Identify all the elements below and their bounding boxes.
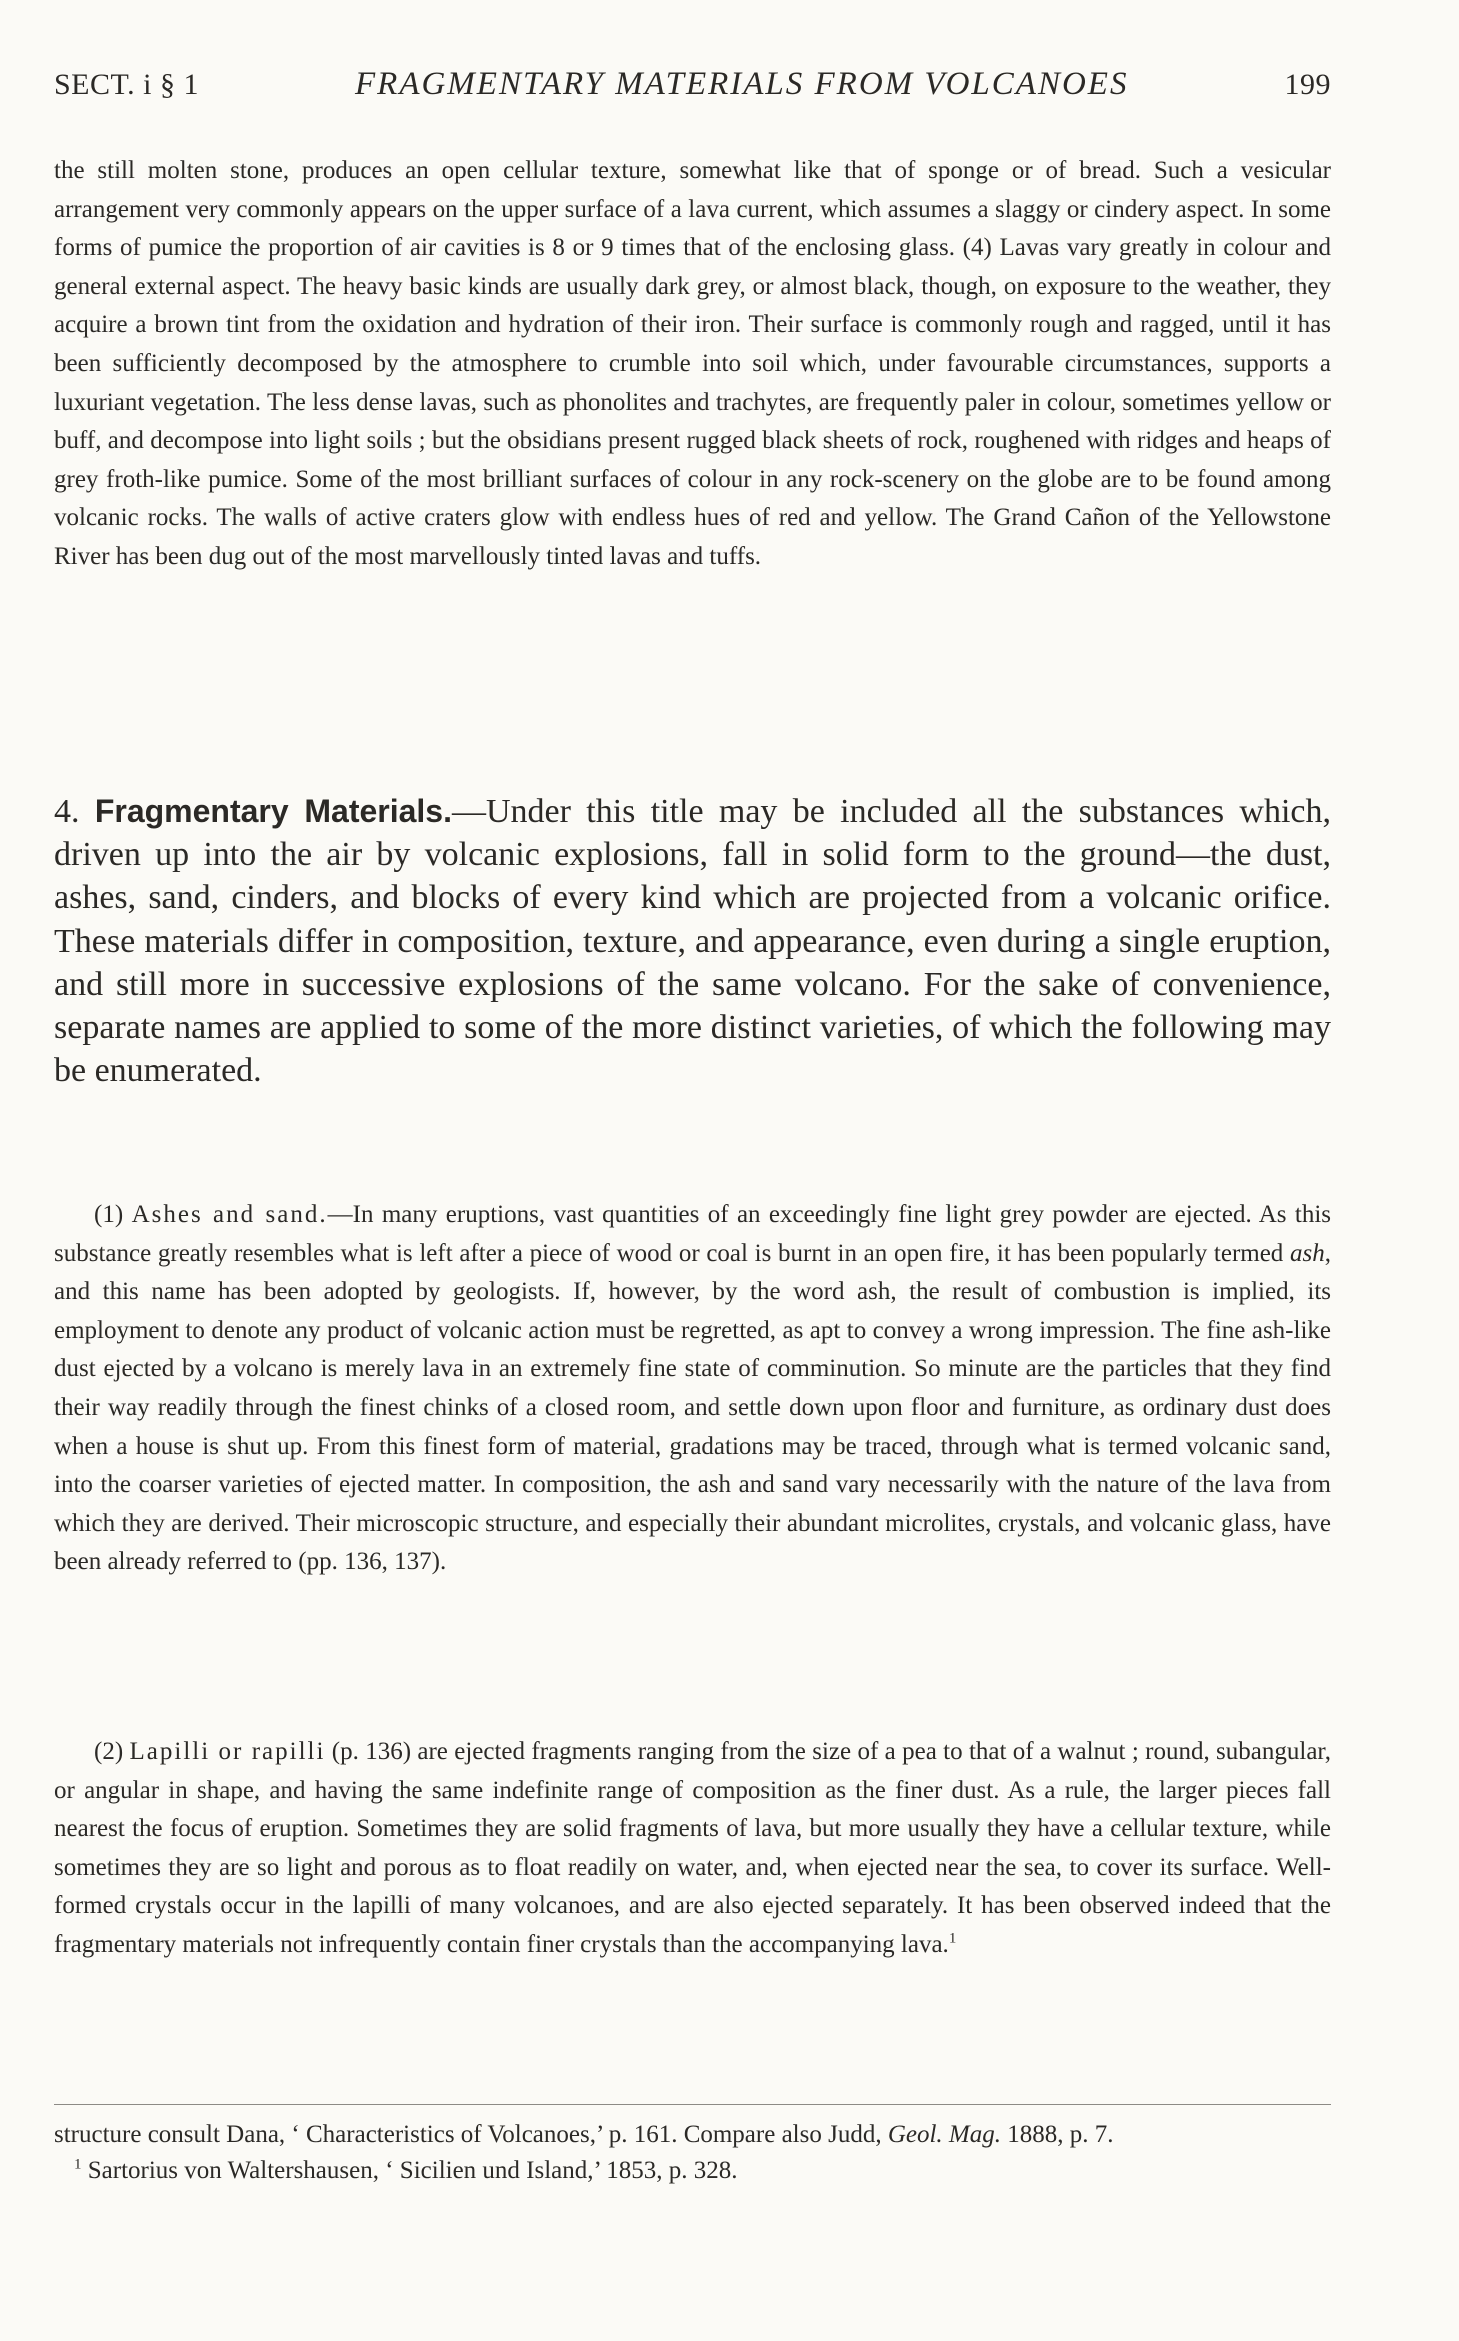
section-text: —Under this title may be included all the substances which, driven up into the air by volcanic explosions, fall in solid form to the ground—the dust, ashes, sand, cinders, and blocks of every kind which are projected from a volcanic orifice. These materials differ in composition, texture, and appearance, even during a single eruption, and still more in successive explosions of the same volcano. For the sake of convenience, separate names are applied to some of the more distinct varieties, of which the following may be enumerated.	[54, 793, 1331, 1090]
section-heading: Fragmentary Materials.	[94, 793, 452, 829]
item-text: —In many eruptions, vast quantities of an exceedingly fine light grey powder are ejected. As this substance greatly resembles what is left after a piece of wood or coal is burnt in an open fire, it has been popularly termed	[54, 1201, 1332, 1267]
item-lapilli	[54, 1733, 1331, 1965]
item-number: (1)	[94, 1201, 124, 1228]
section-fragmentary-materials	[54, 790, 1331, 1092]
section-reference: SECT. i § 1	[54, 68, 199, 101]
paragraph-lava-texture: the still molten stone, produces an open cellular texture, somewhat like that of sponge or of bread. Such a vesicular arrangement very commonly appears on the upper surface of a lava current, which assumes a slaggy or cindery aspect. In some forms of pumice the proportion of air cavities is 8 or 9 times that of the enclosing glass. (4) Lavas vary greatly in colour and general external aspect. The heavy basic kinds are usually dark grey, or almost black, though, on exposure to the weather, they acquire a brown tint from the oxidation and hydration of their iron. Their surface is commonly rough and ragged, until it has been sufficiently decomposed by the atmosphere to crumble into soil which, under favourable circumstances, supports a luxuriant vegetation. The less dense lavas, such as phonolites and trachytes, are frequently paler in colour, sometimes yellow or buff, and decompose into light soils ; but the obsidians present rugged black sheets of rock, roughened with ridges and heaps of grey froth-like pumice. Some of the most brilliant surfaces of colour in any rock-scenery on the globe are to be found among volcanic rocks. The walls of active craters glow with endless hues of red and yellow. The Grand Cañon of the Yellowstone River has been dug out of the most marvellously tinted lavas and tuffs.	[54, 157, 1331, 570]
item-text-continued: , and this name has been adopted by geologists. If, however, by the word ash, the result of combustion is implied, its employment to denote any product of volcanic action must be regretted, as apt to convey a wrong impression. The fine ash-like dust ejected by a volcano is merely lava in an extremely fine state of comminution. So minute are the particles that they find their way readily through the finest chinks of a closed room, and settle down upon floor and furniture, as ordinary dust does when a house is shut up. From this finest form of material, gradations may be traced, through what is termed volcanic sand, into the coarser varieties of ejected matter. In composition, the ash and sand vary necessarily with the nature of the lava from which they are derived. Their microscopic structure, and especially their abundant microlites, crystals, and volcanic glass, have been already referred to (pp. 136, 137).	[54, 1239, 1331, 1576]
footnote-text-end: 1888, p. 7.	[1001, 2121, 1114, 2148]
footnote-divider	[54, 2104, 1331, 2105]
running-header	[54, 66, 1331, 103]
footnote-reference: 1	[948, 1930, 957, 1947]
item-number: (2)	[94, 1738, 124, 1765]
footnote-text: Sartorius von Waltershausen, ‘ Sicilien und Island,’ 1853, p. 328.	[81, 2157, 738, 2184]
footnotes	[54, 2117, 1331, 2189]
footnote-text: structure consult Dana, ‘ Characteristics of Volcanoes,’ p. 161. Compare also Judd,	[54, 2121, 888, 2148]
footnote-mark: 1	[74, 2156, 82, 2173]
footnote-1	[54, 2153, 1331, 2189]
page-number: 199	[1284, 68, 1331, 101]
item-text: (p. 136) are ejected fragments ranging from the size of a pea to that of a walnut ; round, subangular, or angular in shape, and having the same indefinite range of composition as the finer dust. As a rule, the larger pieces fall nearest the focus of eruption. Sometimes they are solid fragments of lava, but more usually they have a cellular texture, while sometimes they are so light and porous as to float readily on water, and, when ejected near the sea, to cover its surface. Well-formed crystals occur in the lapilli of many volcanoes, and are also ejected separately. It has been observed indeed that the fragmentary materials not infrequently contain finer crystals than the accompanying lava.	[54, 1738, 1331, 1958]
term-ash: ash	[1290, 1239, 1325, 1267]
section-number: 4.	[54, 793, 80, 830]
running-title: FRAGMENTARY MATERIALS FROM VOLCANOES	[355, 66, 1129, 102]
item-label: Lapilli or rapilli	[129, 1738, 326, 1765]
journal-title: Geol. Mag.	[887, 2121, 1001, 2148]
footnote-continued	[54, 2117, 1331, 2153]
item-label: Ashes and sand.	[131, 1201, 328, 1228]
item-ashes-and-sand	[54, 1196, 1331, 1582]
